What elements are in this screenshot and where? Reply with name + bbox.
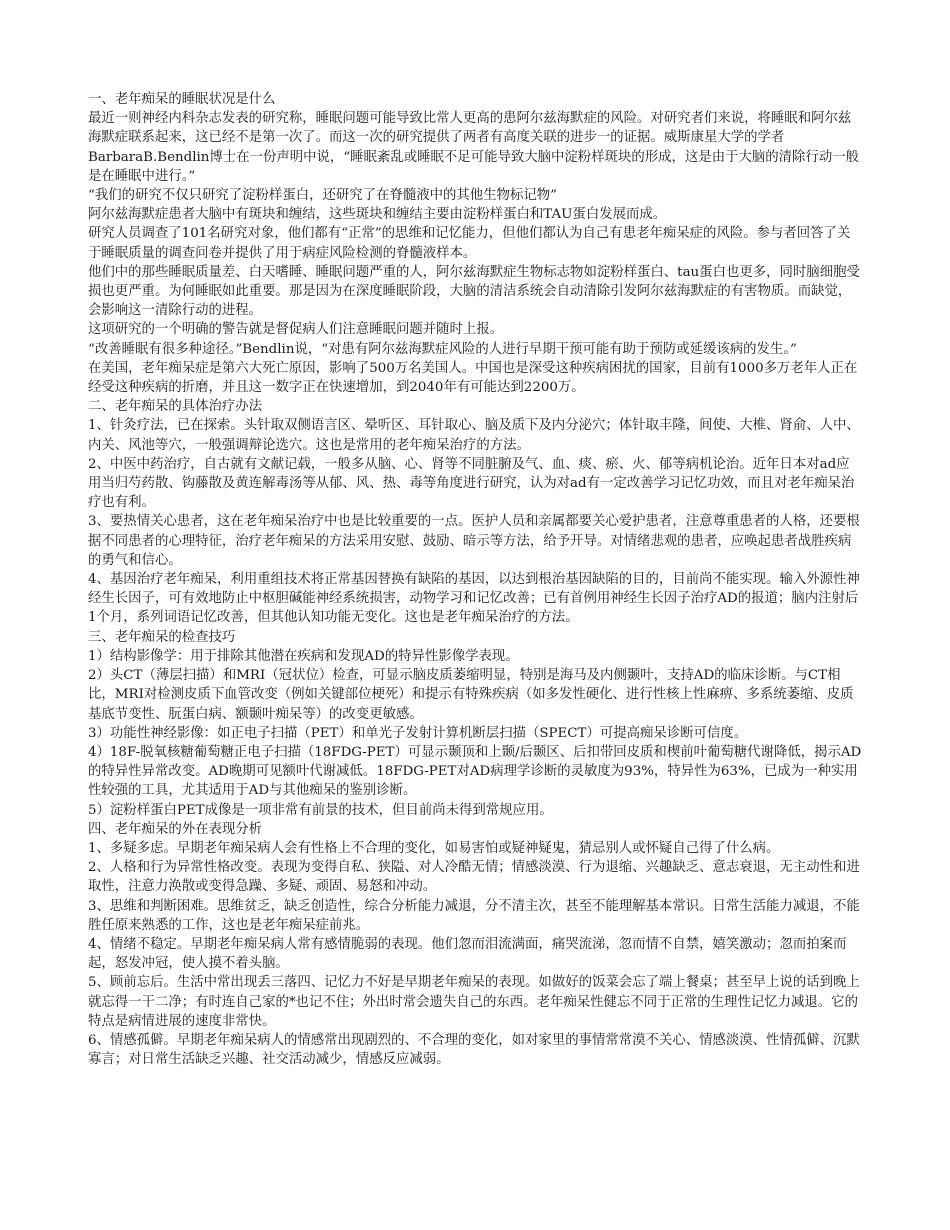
paragraph: 2）头CT（薄层扫描）和MRI（冠状位）检查，可显示脑皮质萎缩明显，特别是海马及内侧颞叶，支持AD的临床诊断。与CT相比，MRI对检测皮质下血管改变（例如关键部位梗死）和提示有特殊疾病（如多发性硬化、进行性核上性麻痹、多系统萎缩、皮质基底节变性、朊蛋白病、额颞叶痴呆等）的改变更敏感。: [88, 668, 854, 722]
paragraph: 4）18F-脱氧核糖葡萄糖正电子扫描（18FDG-PET）可显示颞顶和上颞/后颞区、后扣带回皮质和楔前叶葡萄糖代谢降低，揭示AD的特异性异常改变。AD晚期可见额叶代谢减低。18FDG-PET对AD病理学诊断的灵敏度为93%，特异性为63%，已成为一种实用性较强的工具，尤其适用于AD与其他痴呆的鉴别诊断。: [88, 744, 862, 799]
paragraph: 这项研究的一个明确的警告就是督促病人们注意睡眠问题并随时上报。: [88, 322, 504, 338]
section-heading-4: 四、老年痴呆的外在表现分析: [88, 821, 263, 837]
paragraph: 1）结构影像学：用于排除其他潜在疾病和发现AD的特异性影像学表现。: [88, 648, 519, 664]
paragraph: 6、情感孤僻。早期老年痴呆病人的情感常出现剧烈的、不合理的变化，如对家里的事情常常漠不关心、情感淡漠、性情孤僻、沉默寡言；对日常生活缺乏兴趣、社交活动减少，情感反应减弱。: [88, 1032, 860, 1068]
paragraph: 3、要热情关心患者，这在老年痴呆治疗中也是比较重要的一点。医护人员和亲属都要关心爱护患者，注意尊重患者的人格，还要根据不同患者的心理特征，治疗老年痴呆的方法采用安慰、鼓励、暗示等方法，给予开导。对情绪悲观的患者，应唤起患者战胜疾病的勇气和信心。: [88, 514, 860, 568]
paragraph: 2、人格和行为异常性格改变。表现为变得自私、狭隘、对人冷酷无情；情感淡漠、行为退缩、兴趣缺乏、意志衰退，无主动性和进取性，注意力涣散或变得急躁、多疑、顽固、易怒和冲动。: [88, 860, 860, 895]
paragraph: 阿尔兹海默症患者大脑中有斑块和缠结，这些斑块和缠结主要由淀粉样蛋白和TAU蛋白发展而成。: [88, 207, 667, 223]
paragraph: 1、多疑多虑。早期老年痴呆病人会有性格上不合理的变化，如易害怕或疑神疑鬼，猜忌别人或怀疑自己得了什么病。: [88, 840, 780, 856]
paragraph: 他们中的那些睡眠质量差、白天嗜睡、睡眠问题严重的人，阿尔兹海默症生物标志物如淀粉样蛋白、tau蛋白也更多，同时脑细胞受损也更严重。为何睡眠如此重要。那是因为在深度睡眠阶段，大脑的清洁系统会自动清除引发阿尔兹海默症的有害物质。而缺觉，会影响这一清除行动的进程。: [88, 264, 860, 319]
paragraph: 3、思维和判断困难。思维贫乏，缺乏创造性，综合分析能力减退，分不清主次，甚至不能理解基本常识。日常生活能力减退，不能胜任原来熟悉的工作，这也是老年痴呆症前兆。: [88, 898, 860, 933]
paragraph: 在美国，老年痴呆症是第六大死亡原因，影响了500万名美国人。中国也是深受这种疾病困扰的国家，目前有1000多万老年人正在经受这种疾病的折磨，并且这一数字正在快速增加，到2040年有可能达到2200万。: [88, 360, 858, 396]
paragraph: 5）淀粉样蛋白PET成像是一项非常有前景的技术，但目前尚未得到常规应用。: [88, 802, 553, 818]
section-heading-2: 二、老年痴呆的具体治疗办法: [88, 399, 263, 415]
paragraph: “我们的研究不仅只研究了淀粉样蛋白，还研究了在脊髓液中的其他生物标记物”: [88, 188, 557, 204]
paragraph: 4、基因治疗老年痴呆，利用重组技术将正常基因替换有缺陷的基因，以达到根治基因缺陷的目的，目前尚不能实现。输入外源性神经生长因子，可有效地防止中枢胆碱能神经系统损害，动物学习和记忆改善；已有首例用神经生长因子治疗AD的报道；脑内注射后1个月，系列词语记忆改善，但其他认知功能无变化。这也是老年痴呆治疗的方法。: [88, 572, 860, 626]
paragraph: 3）功能性神经影像：如正电子扫描（PET）和单光子发射计算机断层扫描（SPECT）可提高痴呆诊断可信度。: [88, 725, 748, 741]
paragraph: 4、情绪不稳定。早期老年痴呆病人常有感情脆弱的表现。他们忽而泪流满面，痛哭流涕，忽而情不自禁，嬉笑激动；忽而拍案而起，怒发冲冠，使人摸不着头脑。: [88, 936, 847, 972]
paragraph: 5、顾前忘后。生活中常出现丢三落四、记忆力不好是早期老年痴呆的表现。如做好的饭菜会忘了端上餐桌；甚至早上说的话到晚上就忘得一干二净；有时连自己家的*也记不住；外出时常会遗失自己的东西。老年痴呆性健忘不同于正常的生理性记忆力减退。它的特点是病情进展的速度非常快。: [88, 975, 860, 1029]
section-heading-3: 三、老年痴呆的检查技巧: [88, 629, 236, 645]
paragraph: 最近一则神经内科杂志发表的研究称，睡眠问题可能导致比常人更高的患阿尔兹海默症的风险。对研究者们来说，将睡眠和阿尔兹海默症联系起来，这已经不是第一次了。而这一次的研究提供了两者有高度关联的进步一的证据。威斯康星大学的学者BarbaraB.Bendlin博士在一份声明中说，“睡眠紊乱或睡眠不足可能导致大脑中淀粉样斑块的形成，这是由于大脑的清除行动一般是在睡眠中进行。”: [88, 111, 860, 184]
paragraph: 研究人员调查了101名研究对象，他们都有“正常”的思维和记忆能力，但他们都认为自己有患老年痴呆症的风险。参与者回答了关于睡眠质量的调查问卷并提供了用于病症风险检测的脊髓液样本。: [88, 226, 851, 261]
paragraph: “改善睡眠有很多种途径。”Bendlin说，“对患有阿尔兹海默症风险的人进行早期干预可能有助于预防或延缓该病的发生。”: [88, 341, 797, 357]
paragraph: 1、针灸疗法，已在探索。头针取双侧语言区、晕听区、耳针取心、脑及质下及内分泌穴；体针取丰隆，间使、大椎、肾俞、人中、内关、风池等穴，一般强调辩论选穴。这也是常用的老年痴呆治疗的方法。: [88, 418, 860, 453]
paragraph: 2、中医中药治疗，自古就有文献记载，一般多从脑、心、肾等不同脏腑及气、血、痰、瘀、火、郁等病机论治。近年日本对ad应用当归芍药散、钩藤散及黄连解毒汤等从郁、风、热、毒等角度进行研究，认为对ad有一定改善学习记忆功效，而且对老年痴呆治疗也有利。: [88, 456, 855, 511]
section-heading-1: 一、老年痴呆的睡眠状况是什么: [88, 92, 276, 107]
